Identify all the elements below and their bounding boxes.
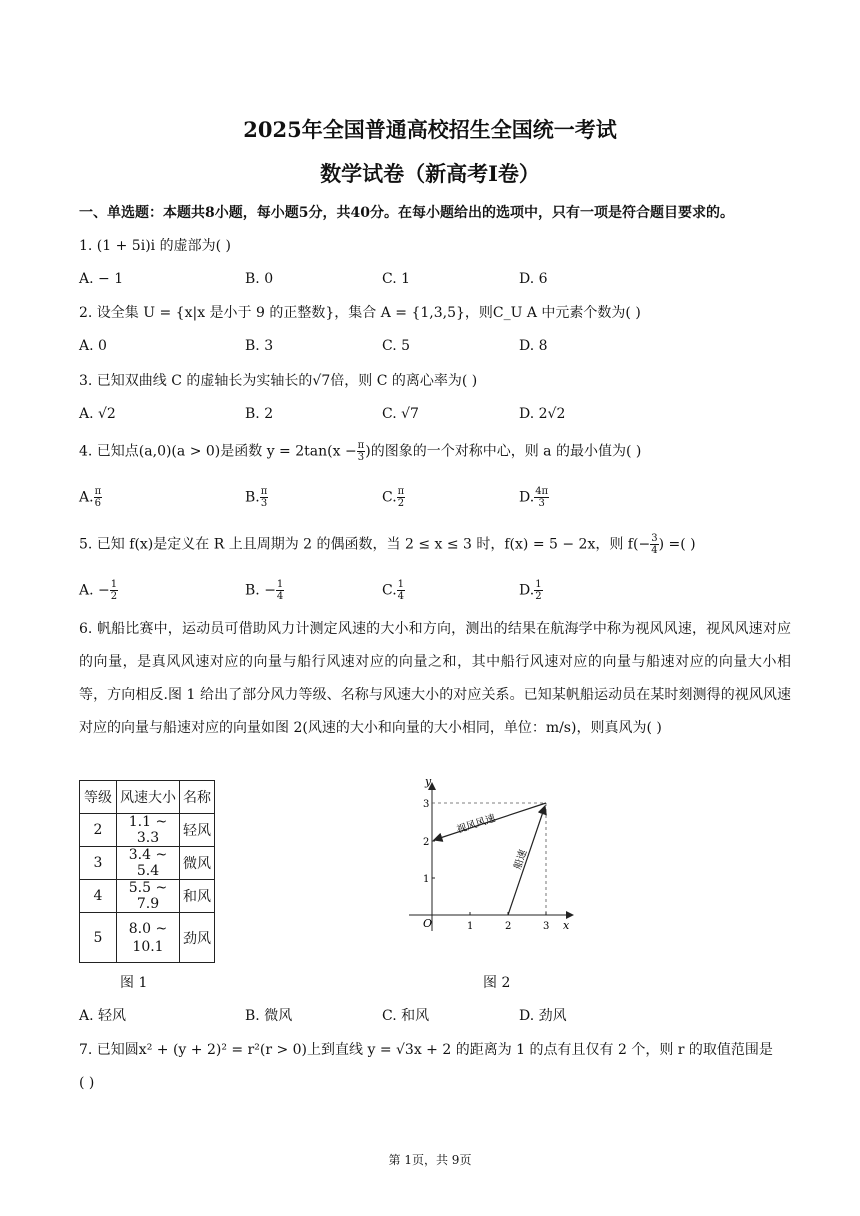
table-header: 风速大小 <box>117 781 180 814</box>
question-3-stem: 3. 已知双曲线 C 的虚轴长为实轴长的√7倍，则 C 的离心率为( ) <box>79 373 478 389</box>
q2-option-d: D. 8 <box>519 338 548 354</box>
q5-option-b: B. − $\frac{1}{4}$ <box>245 579 284 602</box>
question-5-stem <box>79 533 696 556</box>
x-tick-label: 3 <box>543 921 550 932</box>
q6-option-b: B. 微风 <box>245 1008 293 1024</box>
q3-option-a: A. √2 <box>79 406 116 422</box>
y-tick-label: 2 <box>423 837 430 848</box>
q1-option-a: A. − 1 <box>79 271 124 287</box>
q4-option-a: A. $\frac{\pi}{6}$ <box>79 486 102 509</box>
table-row: 2 1.1 ~ 3.3 轻风 <box>80 814 215 847</box>
section-heading: 一、单选题：本题共8小题，每小题5分，共40分。在每小题给出的选项中，只有一项是符合题目要求的。 <box>79 205 734 221</box>
figure-1-caption: 图 1 <box>120 975 148 991</box>
q4-fraction <box>357 440 366 463</box>
q1-option-c: C. 1 <box>382 271 411 287</box>
x-axis-label: x <box>563 919 570 932</box>
q5-stem-part-b: ) =( ) <box>658 536 696 553</box>
q2-option-a: A. 0 <box>79 338 107 354</box>
q5-option-d: D. $\frac{1}{2}$ <box>519 579 542 602</box>
q4-frac-num: π <box>357 440 365 451</box>
q6-option-a: A. 轻风 <box>79 1008 127 1024</box>
q4-option-d: D. $\frac{4\pi}{3}$ <box>519 486 549 509</box>
page-footer: 第 1页，共 9页 <box>388 1153 472 1167</box>
question-2-stem: 2. 设全集 U = {x|x 是小于 9 的正整数}，集合 A = {1,3,5}，则C_U A 中元素个数为( ) <box>79 305 641 321</box>
q3-option-d: D. 2√2 <box>519 406 566 422</box>
origin-label: O <box>423 917 433 930</box>
q3-option-c: C. √7 <box>382 406 419 422</box>
q1-option-b: B. 0 <box>245 271 274 287</box>
q2-option-c: C. 5 <box>382 338 411 354</box>
question-1-stem: 1. (1 + 5i)i 的虚部为( ) <box>79 238 231 254</box>
table-header: 名称 <box>180 781 215 814</box>
q5-fraction <box>650 533 658 556</box>
q4-stem-part-b: )的图象的一个对称中心，则 a 的最小值为( ) <box>365 443 642 460</box>
question-7-blank: ( ) <box>79 1075 95 1091</box>
q6-option-d: D. 劲风 <box>519 1008 567 1024</box>
table-row: 4 5.5 ~ 7.9 和风 <box>80 880 215 913</box>
q5-frac-den: 4 <box>651 545 658 556</box>
boat-speed-vector <box>508 806 545 915</box>
table-row: 3 3.4 ~ 5.4 微风 <box>80 847 215 880</box>
y-tick-label: 3 <box>423 799 430 810</box>
wind-scale-table <box>79 780 215 963</box>
q2-option-b: B. 3 <box>245 338 274 354</box>
q6-option-c: C. 和风 <box>382 1008 430 1024</box>
boat-speed-label: 船速 <box>512 848 530 871</box>
q4-stem-part-a: 4. 已知点(a,0)(a > 0)是函数 y = 2tan(x − <box>79 443 357 460</box>
q4-option-c: C. $\frac{\pi}{2}$ <box>382 486 405 509</box>
question-4-stem <box>79 440 641 463</box>
question-7-stem: 7. 已知圆x² + (y + 2)² = r²(r > 0)上到直线 y = √3x + 2 的距离为 1 的点有且仅有 2 个，则 r 的取值范围是 <box>79 1042 773 1058</box>
x-tick-label: 1 <box>467 921 474 932</box>
y-tick-label: 1 <box>423 874 430 885</box>
table-header: 等级 <box>80 781 117 814</box>
y-axis-label: y <box>425 775 432 788</box>
figure-2-caption: 图 2 <box>483 975 511 991</box>
question-6-text: 6. 帆船比赛中，运动员可借助风力计测定风速的大小和方向，测出的结果在航海学中称为视风风速，视风风速对应的向量，是真风风速对应的向量与船行风速对应的向量之和，其中船行风速对应的向量与船速对应的向量大小相等，方向相反.图 1 给出了部分风力等级、名称与风速大小的对应关系。已知某帆船运动员在某时刻测得的视风风速对应的向量与船速对应的向量如图 2(风速的大小和向量的大小相同，单位：m/s)，则真风为( ) <box>79 621 791 736</box>
q4-frac-den: 3 <box>357 452 365 463</box>
q5-option-c: C. $\frac{1}{4}$ <box>382 579 405 602</box>
q4-option-b: B. $\frac{\pi}{3}$ <box>245 486 268 509</box>
apparent-wind-label: 视风风速 <box>455 813 497 836</box>
q1-option-d: D. 6 <box>519 271 548 287</box>
vector-graph <box>405 775 580 935</box>
exam-title: 2025年全国普通高校招生全国统一考试 <box>243 117 617 142</box>
x-tick-label: 2 <box>505 921 512 932</box>
q5-option-a: A. − $\frac{1}{2}$ <box>79 579 118 602</box>
exam-subtitle: 数学试卷（新高考Ⅰ卷） <box>320 161 540 186</box>
q5-frac-num: 3 <box>651 533 658 544</box>
q5-stem-part-a: 5. 已知 f(x)是定义在 R 上且周期为 2 的偶函数，当 2 ≤ x ≤ 3 时，f(x) = 5 − 2x，则 f(− <box>79 536 651 553</box>
table-row: 5 8.0 ~ 10.1 劲风 <box>80 913 215 963</box>
q3-option-b: B. 2 <box>245 406 274 422</box>
